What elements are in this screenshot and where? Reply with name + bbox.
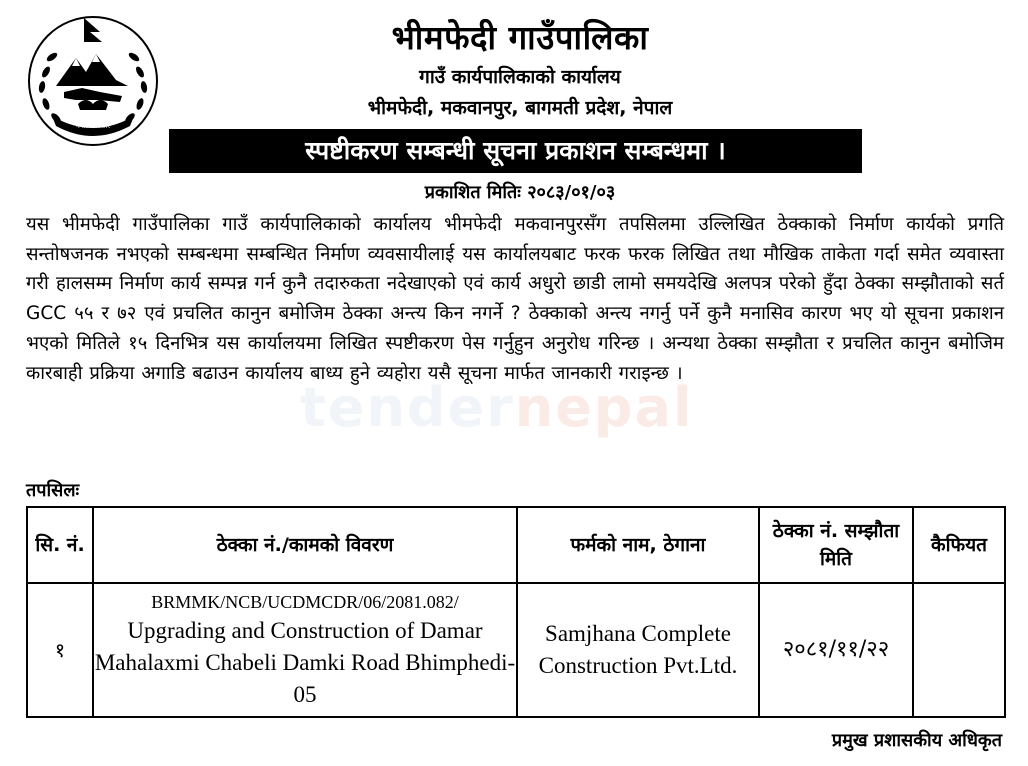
notice-body: यस भीमफेदी गाउँपालिका गाउँ कार्यपालिकाको कार्यालय भीमफेदी मकवानपुरसँग तपसिलमा उल्लिखित ठेक्काको निर्माण कार्यको प्रगति सन्तोषजनक नभएको सम्बन्धमा सम्बन्धित निर्माण व्यवसायीलाई यस कार्यालयबाट फरक फरक लिखित तथा मौखिक ताकेता गर्दा समेत व्यवास्ता गरी हालसम्म निर्माण कार्य सम्पन्न गर्न कुनै तदारुकता नदेखाएको एवं कार्य अधुरो छाडी लामो समयदेखि अलपत्र परेको हुँदा ठेक्का सम्झौताको सर्त GCC ५५ र ७२ एवं प्रचलित कानुन बमोजिम ठेक्का अन्त्य किन नगर्ने ? ठेक्काको अन्त्य नगर्नु पर्ने कुनै मनासिव कारण भए यो सूचना प्रकाशन भएको मितिले १५ दिनभित्र यस कार्यालयमा लिखित स्पष्टीकरण पेस गर्नुहुन अनुरोध गरिन्छ । अन्यथा ठेक्का सम्झौता र प्रचलित कानुन बमोजिम कारबाही प्रक्रिया अगाडि बढाउन कार्यालय बाध्य हुने व्यहोरा यसै सूचना मार्फत जानकारी गराइन्छ । [26,214,1004,384]
header-date: ठेक्का नं. सम्झौता मिति [759,507,913,583]
published-date-label: प्रकाशित मितिः [424,182,521,203]
work-description: Upgrading and Construction of Damar Mahalaxmi Chabeli Damki Road Bhimphedi-05 [94,618,516,707]
contract-number: BRMMK/NCB/UCDMCDR/06/2081.082/ [151,592,459,612]
emblem-caption: नेपाल सरकार [75,122,111,130]
contract-table [26,506,1006,718]
office-name: गाउँ कार्यपालिकाको कार्यालय [419,66,621,88]
watermark: tendernepal [300,376,694,439]
signatory-title: प्रमुख प्रशासकीय अधिकृत [831,730,1002,751]
office-address: भीमफेदी, मकवानपुर, बागमती प्रदेश, नेपाल [367,97,673,119]
header-firm: फर्मको नाम, ठेगाना [517,507,759,583]
cell-sn: १ [27,583,93,717]
header-description: ठेक्का नं./कामको विवरण [93,507,517,583]
notice-heading-banner: स्पष्टीकरण सम्बन्धी सूचना प्रकाशन सम्बन्धमा । [169,129,862,173]
published-date-value: २०८३/०१/०३ [527,182,616,203]
cell-remarks [913,583,1005,717]
table-header-row [27,507,1005,583]
details-label: तपसिलः [26,480,80,501]
cell-firm: Samjhana Complete Construction Pvt.Ltd. [517,583,759,717]
header-remarks: कैफियत [913,507,1005,583]
table-row [27,583,1005,717]
header-sn: सि. नं. [27,507,93,583]
cell-description [93,583,517,717]
cell-agreement-date: २०८१/११/२२ [759,583,913,717]
published-date-line [170,180,870,206]
municipality-title: भीमफेदी गाउँपालिका [391,18,649,57]
nepal-emblem-icon [24,12,162,150]
